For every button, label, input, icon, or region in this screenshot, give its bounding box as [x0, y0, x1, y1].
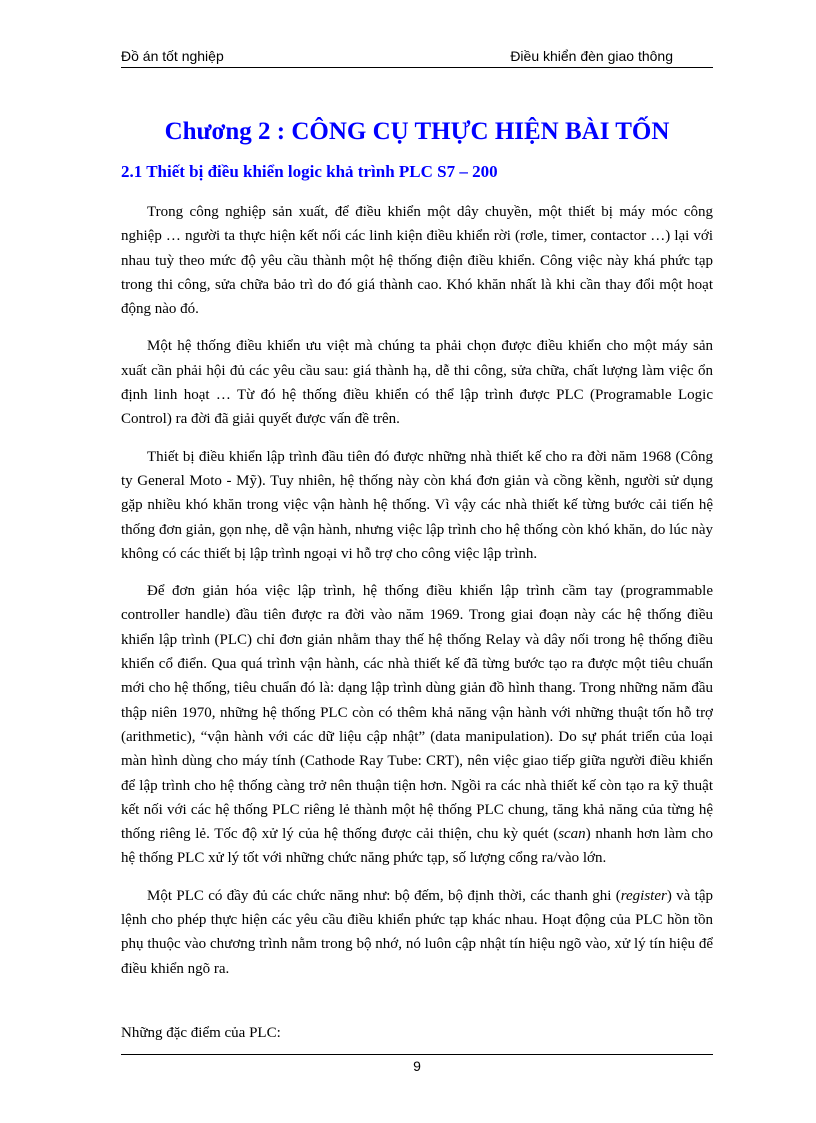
footer-divider: [121, 1054, 713, 1055]
paragraph-text: Một hệ thống điều khiển ưu việt mà chúng ta phải chọn được điều khiển cho một máy sản xuất cần phải hội đủ các yêu cầu sau: giá thành hạ, dễ thi công, sửa chữa, chất lượng làm việc ổn định linh hoạt … Từ đó hệ thống điều khiển có thể lập trình được PLC (Programable Logic Control) ra đời đã giải quyết được vấn đề trên.: [121, 338, 713, 428]
paragraph-text: Thiết bị điều khiển lập trình đầu tiên đó được những nhà thiết kế cho ra đời năm 1968 (Công ty General Moto - Mỹ). Tuy nhiên, hệ thống này còn khá đơn giản và cồng kềnh, người sử dụng gặp nhiều khó khăn trong việc vận hành hệ thống. Vì vậy các nhà thiết kế từng bước cải tiến hệ thống đơn giản, gọn nhẹ, dễ vận hành, nhưng việc lập trình cho hệ thống còn khó khăn, do lúc này không có các thiết bị lập trình ngoại vi hỗ trợ cho công việc lập trình.: [121, 448, 713, 562]
paragraph-5: [121, 884, 713, 981]
paragraph-text: ) và tập lệnh cho phép thực hiện các yêu cầu điều khiển phức tạp khác nhau. Hoạt động của PLC hồn tồn phụ thuộc vào chương trình nằm trong bộ nhớ, nó luôn cập nhật tín hiệu ngõ vào, xử lý tín hiệu để điều khiển ngõ ra.: [121, 887, 713, 977]
paragraph-text: Trong công nghiệp sản xuất, để điều khiển một dây chuyền, một thiết bị máy móc công nghiệp … người ta thực hiện kết nối các linh kiện điều khiển rời (rơle, timer, contactor …) lại với nhau tuỳ theo mức độ yêu cầu thành một hệ thống điện điều khiển. Công việc này khá phức tạp trong thi công, sửa chữa bảo trì do đó giá thành cao. Khó khăn nhất là khi cần thay đổi một hoạt động nào đó.: [121, 204, 713, 318]
paragraph-1: [121, 200, 713, 321]
chapter-title: Chương 2 : CÔNG CỤ THỰC HIỆN BÀI TỐN: [164, 118, 670, 145]
section-title: 2.1 Thiết bị điều khiển logic khả trình PLC S7 – 200: [121, 162, 498, 181]
paragraph-4: [121, 579, 713, 871]
body-text: [121, 200, 713, 994]
page-number: 9: [413, 1058, 421, 1074]
header-right-title: Điều khiển đèn giao thông: [510, 48, 673, 64]
italic-term: register: [620, 887, 667, 904]
header-divider: [121, 67, 713, 68]
paragraph-2: [121, 334, 713, 431]
paragraph-text: Một PLC có đầy đủ các chức năng như: bộ đếm, bộ định thời, các thanh ghi (: [147, 887, 621, 904]
paragraph-text: ) nhanh hơn làm cho hệ thống PLC xử lý tốt với những chức năng phức tạp, số lượng cổng ra/vào lớn.: [121, 826, 713, 867]
features-heading: Những đặc điểm của PLC:: [121, 1025, 281, 1041]
header-left-title: Đồ án tốt nghiệp: [121, 48, 224, 64]
paragraph-text: Để đơn giản hóa việc lập trình, hệ thống điều khiển lập trình cầm tay (programmable controller handle) đầu tiên được ra đời vào năm 1969. Trong giai đoạn này các hệ thống điều khiển lập trình (PLC) chỉ đơn giản nhằm thay thế hệ thống Relay và dây nối trong hệ thống điều khiển cổ điển. Qua quá trình vận hành, các nhà thiết kế đã từng bước tạo ra được một tiêu chuẩn mới cho hệ thống, tiêu chuẩn đó là: dạng lập trình dùng giản đồ hình thang. Trong những năm đầu thập niên 1970, những hệ thống PLC còn có thêm khả năng vận hành với những thuật tốn hỗ trợ (arithmetic), “vận hành với các dữ liệu cập nhật” (data manipulation). Do sự phát triển của loại màn hình dùng cho máy tính (Cathode Ray Tube: CRT), nên việc giao tiếp giữa người điều khiển để lập trình cho hệ thống càng trở nên thuận tiện hơn. Ngồi ra các nhà thiết kế còn tạo ra kỹ thuật kết nối với các hệ thống PLC riêng lẻ thành một hệ thống PLC chung, tăng khả năng của từng hệ thống riêng lẻ. Tốc độ xử lý của hệ thống được cải thiện, chu kỳ quét (: [121, 583, 713, 843]
italic-term: scan: [558, 826, 586, 843]
paragraph-3: [121, 445, 713, 566]
